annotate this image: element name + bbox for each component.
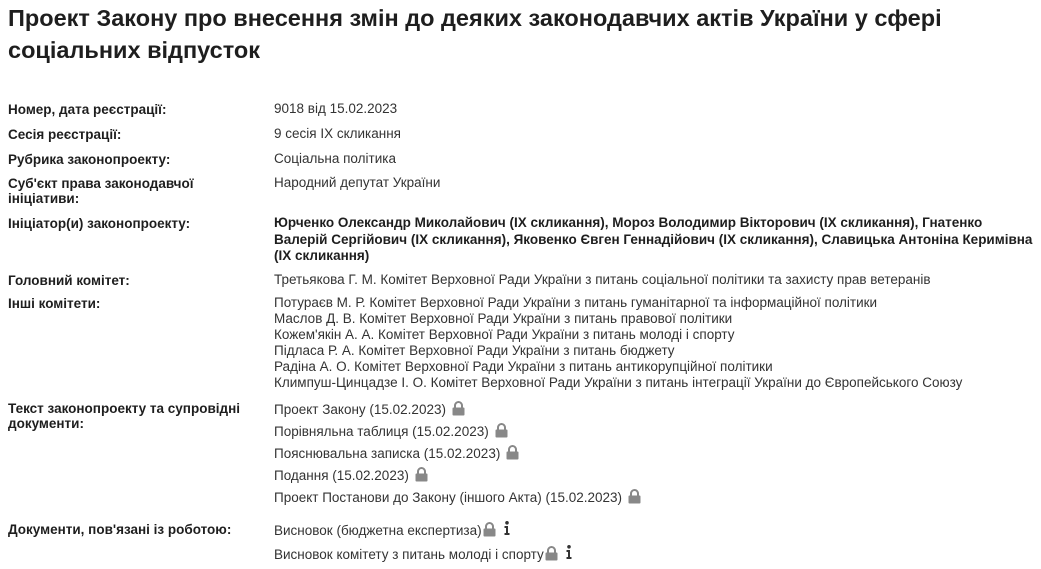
lock-icon xyxy=(545,546,558,561)
document-link[interactable]: Подання (15.02.2023) xyxy=(274,468,409,483)
info-icon[interactable] xyxy=(566,545,572,559)
other-committees-list xyxy=(274,295,1036,391)
committee-item: Потураєв М. Р. Комітет Верховної Ради України з питань гуманітарної та інформаційної політики xyxy=(274,295,878,310)
documents-label: Текст законопроекту та супровідні документи: xyxy=(8,401,240,431)
document-item xyxy=(274,423,1036,445)
document-item xyxy=(274,401,1036,423)
related-document-link[interactable]: Висновок (бюджетна експертиза) xyxy=(274,523,482,538)
rubric-label: Рубрика законопроекту: xyxy=(8,152,171,167)
committee-item: Підласа Р. А. Комітет Верховної Ради України з питань бюджету xyxy=(274,343,675,358)
main-committee-label: Головний комітет: xyxy=(8,273,130,288)
initiators-label: Ініціатор(и) законопроекту: xyxy=(8,216,191,231)
lock-icon xyxy=(506,445,519,460)
document-link[interactable]: Проект Закону (15.02.2023) xyxy=(274,402,446,417)
documents-list xyxy=(274,401,1036,511)
subject-label: Суб'єкт права законодавчої ініціативи: xyxy=(8,176,194,206)
related-documents-list xyxy=(274,521,1036,569)
session-value: 9 сесія IX скликання xyxy=(274,126,401,141)
info-icon[interactable] xyxy=(504,521,510,535)
related-document-item xyxy=(274,545,1036,569)
initiators-line[interactable]: Юрченко Олександр Миколайович (IX скликання), Мороз Володимир Вікторович (IX скликання), Гнатенко xyxy=(274,215,983,230)
related-documents-label: Документи, пов'язані із роботою: xyxy=(8,522,232,537)
lock-icon xyxy=(483,522,496,537)
committee-item: Маслов Д. В. Комітет Верховної Ради України з питань правової політики xyxy=(274,311,733,326)
initiators-line[interactable]: (IX скликання) xyxy=(274,248,370,263)
committee-item: Климпуш-Цинцадзе І. О. Комітет Верховної Ради України з питань інтеграції України до Європейського Союзу xyxy=(274,375,963,390)
committee-item: Кожем'якін А. А. Комітет Верховної Ради України з питань молоді і спорту xyxy=(274,327,735,342)
initiators-list xyxy=(274,215,1036,265)
subject-value: Народний депутат України xyxy=(274,175,441,190)
initiators-line[interactable]: Валерій Сергійович (IX скликання), Яковенко Євген Геннадійович (IX скликання), Славицька Антоніна Керимівна xyxy=(274,231,1033,247)
related-document-link[interactable]: Висновок комітету з питань молоді і спорту xyxy=(274,547,544,562)
committee-item: Радіна А. О. Комітет Верховної Ради України з питань антикорупційної політики xyxy=(274,359,773,374)
document-link[interactable]: Проект Постанови до Закону (іншого Акта) (15.02.2023) xyxy=(274,490,623,505)
lock-icon xyxy=(495,423,508,438)
session-label: Сесія реєстрації: xyxy=(8,127,122,142)
lock-icon xyxy=(628,489,641,504)
document-link[interactable]: Порівняльна таблиця (15.02.2023) xyxy=(274,424,489,439)
lock-icon xyxy=(452,401,465,416)
other-committees-label: Інші комітети: xyxy=(8,296,101,311)
related-document-item xyxy=(274,521,1036,545)
document-link[interactable]: Пояснювальна записка (15.02.2023) xyxy=(274,446,501,461)
main-committee-value: Третьякова Г. М. Комітет Верховної Ради України з питань соціальної політики та захисту прав ветеранів xyxy=(274,272,931,287)
document-item xyxy=(274,445,1036,467)
page-title: Проект Закону про внесення змін до деяких законодавчих актів України у сфері соціальних відпусток xyxy=(8,5,942,63)
rubric-value: Соціальна політика xyxy=(274,151,396,166)
document-item xyxy=(274,489,1036,511)
document-item xyxy=(274,467,1036,489)
lock-icon xyxy=(415,467,428,482)
reg-number-label: Номер, дата реєстрації: xyxy=(8,102,167,117)
reg-number-value: 9018 від 15.02.2023 xyxy=(274,101,398,116)
